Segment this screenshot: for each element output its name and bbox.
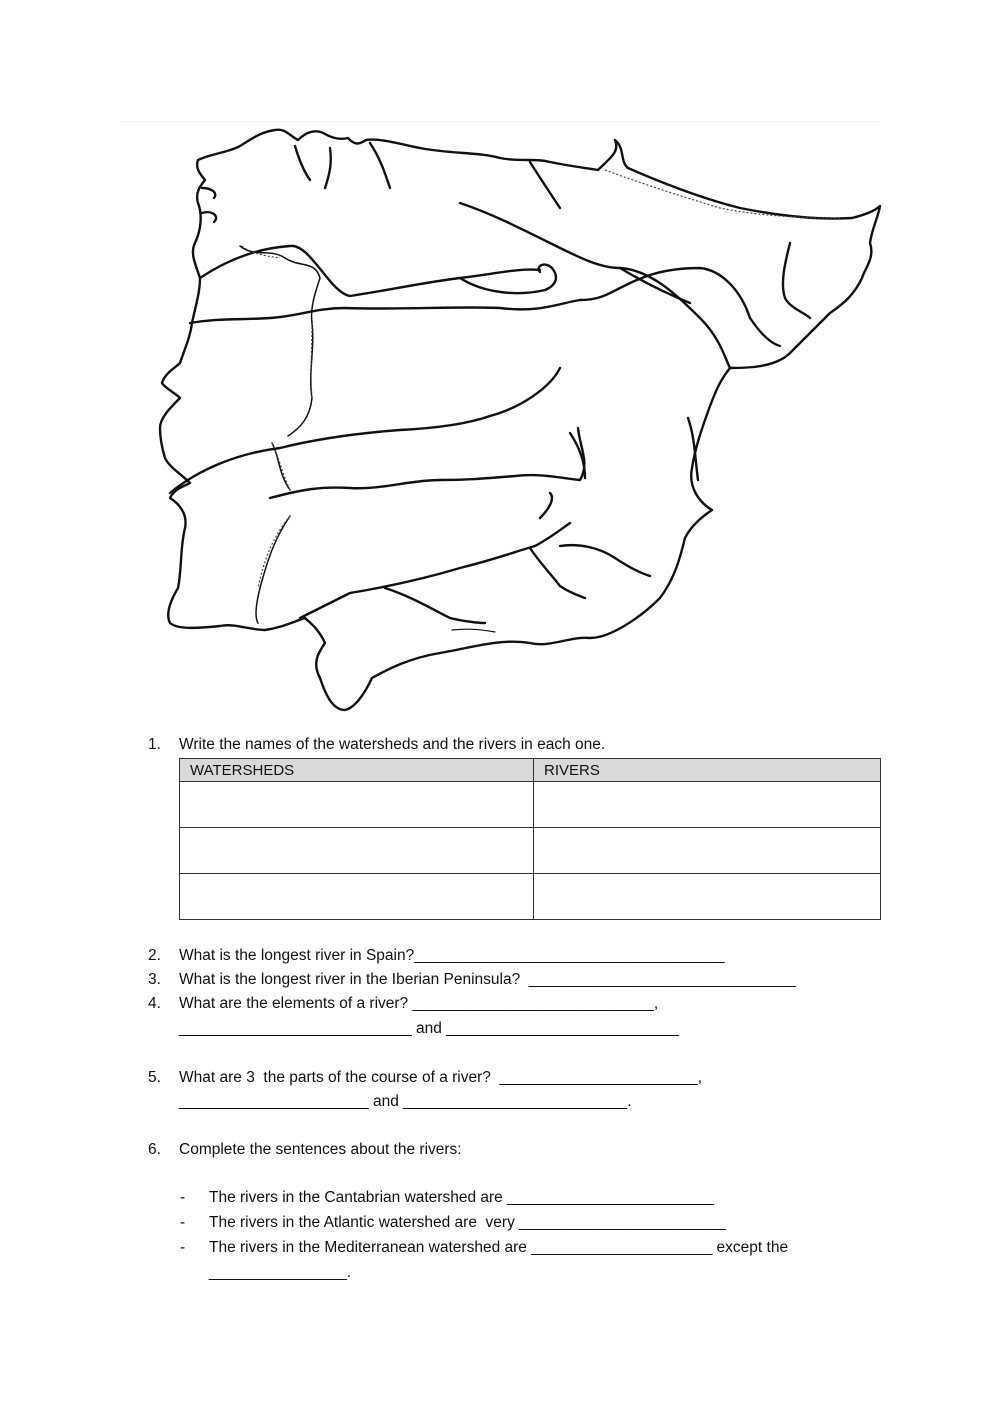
table-row: [180, 828, 881, 874]
watershed-cell[interactable]: [180, 874, 534, 920]
iberian-peninsula-map-icon: [140, 118, 885, 718]
rivers-cell[interactable]: [534, 874, 881, 920]
q6-number: 6.: [148, 1141, 161, 1158]
q1-number: 1.: [148, 736, 161, 753]
q5-number: 5.: [148, 1069, 161, 1086]
bullet-dash: -: [180, 1189, 186, 1206]
q4-line2: ___________________________ and ___________________________: [179, 1020, 679, 1037]
header-rivers: RIVERS: [534, 759, 881, 782]
q2-number: 2.: [148, 947, 161, 964]
rivers-cell[interactable]: [534, 782, 881, 828]
q5-line1: What are 3 the parts of the course of a river? _______________________,: [179, 1069, 703, 1086]
q6-last-line: ________________.: [209, 1264, 352, 1281]
q4-line1: What are the elements of a river? ____________________________,: [179, 995, 659, 1012]
q6-item-atlantic: The rivers in the Atlantic watershed are very ________________________: [209, 1214, 727, 1231]
q6-item-cantabrian: The rivers in the Cantabrian watershed are ________________________: [209, 1189, 714, 1206]
q4-number: 4.: [148, 995, 161, 1012]
bullet-dash: -: [180, 1214, 186, 1231]
table-row: [180, 782, 881, 828]
header-watersheds: WATERSHEDS: [180, 759, 534, 782]
iberian-map: [140, 118, 885, 718]
q6-text: Complete the sentences about the rivers:: [179, 1141, 462, 1158]
q3-text: What is the longest river in the Iberian Peninsula? _______________________________: [179, 971, 797, 988]
q5-line2: ______________________ and __________________________.: [179, 1093, 632, 1110]
peninsula-outline: [160, 130, 880, 710]
watershed-cell[interactable]: [180, 828, 534, 874]
watersheds-table: [179, 758, 881, 920]
watershed-cell[interactable]: [180, 782, 534, 828]
rivers-cell[interactable]: [534, 828, 881, 874]
table-row: [180, 874, 881, 920]
q3-number: 3.: [148, 971, 161, 988]
bullet-dash: -: [180, 1239, 186, 1256]
q1-text: Write the names of the watersheds and the rivers in each one.: [179, 736, 606, 753]
table-header-row: [180, 759, 881, 782]
q6-item-mediterranean: The rivers in the Mediterranean watershed are _____________________ except the: [209, 1239, 789, 1256]
q2-text: What is the longest river in Spain?____________________________________: [179, 947, 725, 964]
